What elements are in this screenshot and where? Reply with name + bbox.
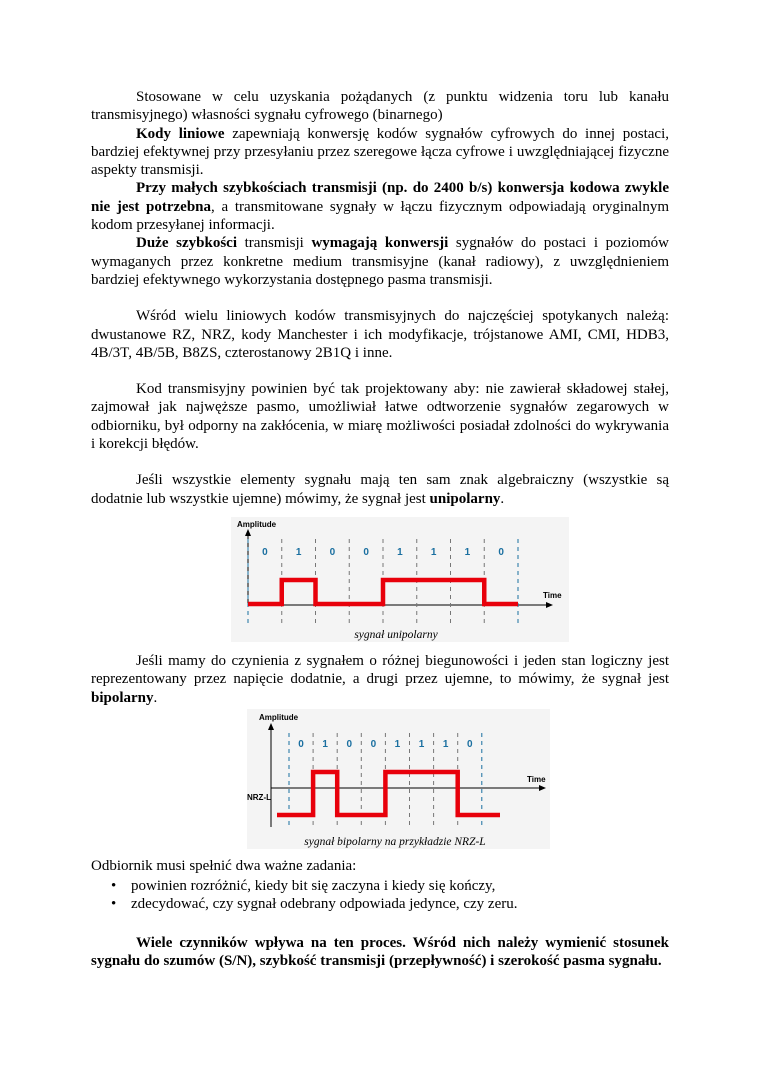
bit-label: 1	[464, 546, 471, 558]
paragraph-factors: Wiele czynników wpływa na ten proces. Wśród nich należy wymienić stosunek sygnału do szumów (S/N), szybkość transmisji (przepływność) i szerokość pasma sygnału.	[91, 934, 669, 970]
bit-label: 1	[397, 546, 403, 558]
amplitude-axis-label: Amplitude	[237, 519, 277, 529]
paragraph-code-requirements: Kod transmisyjny powinien być tak projektowany aby: nie zawierał składowej stałej, zajmował jak najwęższe pasmo, umożliwiał łatwe odtworzenie sygnałów zegarowych w odbiorniku, był odporny na zakłócenia, w miarę możliwości posiadał zdolności do wykrywania i korekcji błędów.	[91, 381, 669, 453]
bit-label: 0	[363, 546, 369, 558]
bit-label: 1	[430, 546, 437, 558]
paragraph-receiver: Odbiornik musi spełnić dwa ważne zadania:	[91, 857, 357, 874]
figure-caption: sygnał bipolarny na przykładzie NRZ-L	[304, 835, 486, 848]
receiver-task-list	[91, 877, 669, 914]
bit-label: 1	[442, 738, 449, 750]
unipolar-signal-figure	[231, 517, 569, 642]
bit-label: 0	[370, 738, 377, 750]
bipolar-signal-diagram	[247, 709, 550, 849]
paragraph-bipolar: Jeśli mamy do czynienia z sygnałem o różnej biegunowości i jeden stan logiczny jest reprezentowany przez napięcie dodatnie, a drugi przez ujemne, to mówimy, że sygnał jest bipolarny.	[91, 652, 669, 706]
bit-label: 0	[298, 738, 304, 750]
bit-label: 0	[329, 546, 336, 558]
time-axis-label: Time	[527, 774, 546, 784]
nrz-l-label: NRZ-L	[247, 792, 271, 802]
bullet-icon: •	[111, 878, 117, 895]
paragraph-high-speed: Duże szybkości transmisji wymagają konwersji sygnałów do postaci i poziomów wymaganych przez konkretne medium transmisyjne (kanał radiowy), z uwzględnieniem bardziej efektywnego wykorzystania dostępnego pasma transmisji.	[91, 235, 669, 288]
unipolar-signal-diagram	[231, 517, 569, 642]
bit-label: 1	[295, 546, 302, 558]
paragraph-code-list: Wśród wielu liniowych kodów transmisyjnych do najczęściej spotykanych należą: dwustanowe RZ, NRZ, kody Manchester i ich modyfikacje, trójstanowe AMI, CMI, HDB3, 4B/3T, 4B/5B, B8ZS, czterostanowy 2B1Q i inne.	[91, 308, 669, 361]
list-item: • powinien rozróżnić, kiedy bit się zaczyna i kiedy się kończy,	[111, 878, 496, 895]
figure-background	[247, 709, 550, 849]
bit-label: 1	[322, 738, 328, 750]
bit-label: 0	[262, 546, 268, 558]
bit-label: 1	[394, 738, 401, 750]
bit-label: 0	[346, 738, 353, 750]
bit-label: 0	[466, 738, 473, 750]
list-item: • zdecydować, czy sygnał odebrany odpowiada jedynce, czy zeru.	[111, 896, 518, 913]
paragraph-line-codes: Kody liniowe zapewniają konwersję kodów sygnałów cyfrowych do innej postaci, bardziej efektywnej przy przesyłaniu przez szeregowe łącza cyfrowe i uwzględniającej fizyczne aspekty transmisji.	[91, 125, 669, 179]
figure-caption: sygnał unipolarny	[354, 628, 438, 641]
bit-label: 1	[418, 738, 425, 750]
time-axis-label: Time	[543, 590, 562, 600]
bullet-icon: •	[111, 896, 117, 913]
document-page	[91, 88, 669, 970]
bit-label: 0	[498, 546, 504, 558]
bipolar-signal-figure	[247, 709, 550, 849]
paragraph-low-speed: Przy małych szybkościach transmisji (np. do 2400 b/s) konwersja kodowa zwykle nie jest potrzebna, a transmitowane sygnały w łączu fizycznym odpowiadają oryginalnym kodom przesyłanej informacji.	[91, 180, 669, 234]
paragraph-unipolar: Jeśli wszystkie elementy sygnału mają ten sam znak algebraiczny (wszystkie są dodatnie lub wszystkie ujemne) mówimy, że sygnał jest unipolarny.	[91, 472, 669, 507]
paragraph-purpose: Stosowane w celu uzyskania pożądanych (z punktu widzenia toru lub kanału transmisyjnego) własności sygnału cyfrowego (binarnego)	[91, 89, 669, 124]
amplitude-axis-label: Amplitude	[259, 712, 299, 722]
